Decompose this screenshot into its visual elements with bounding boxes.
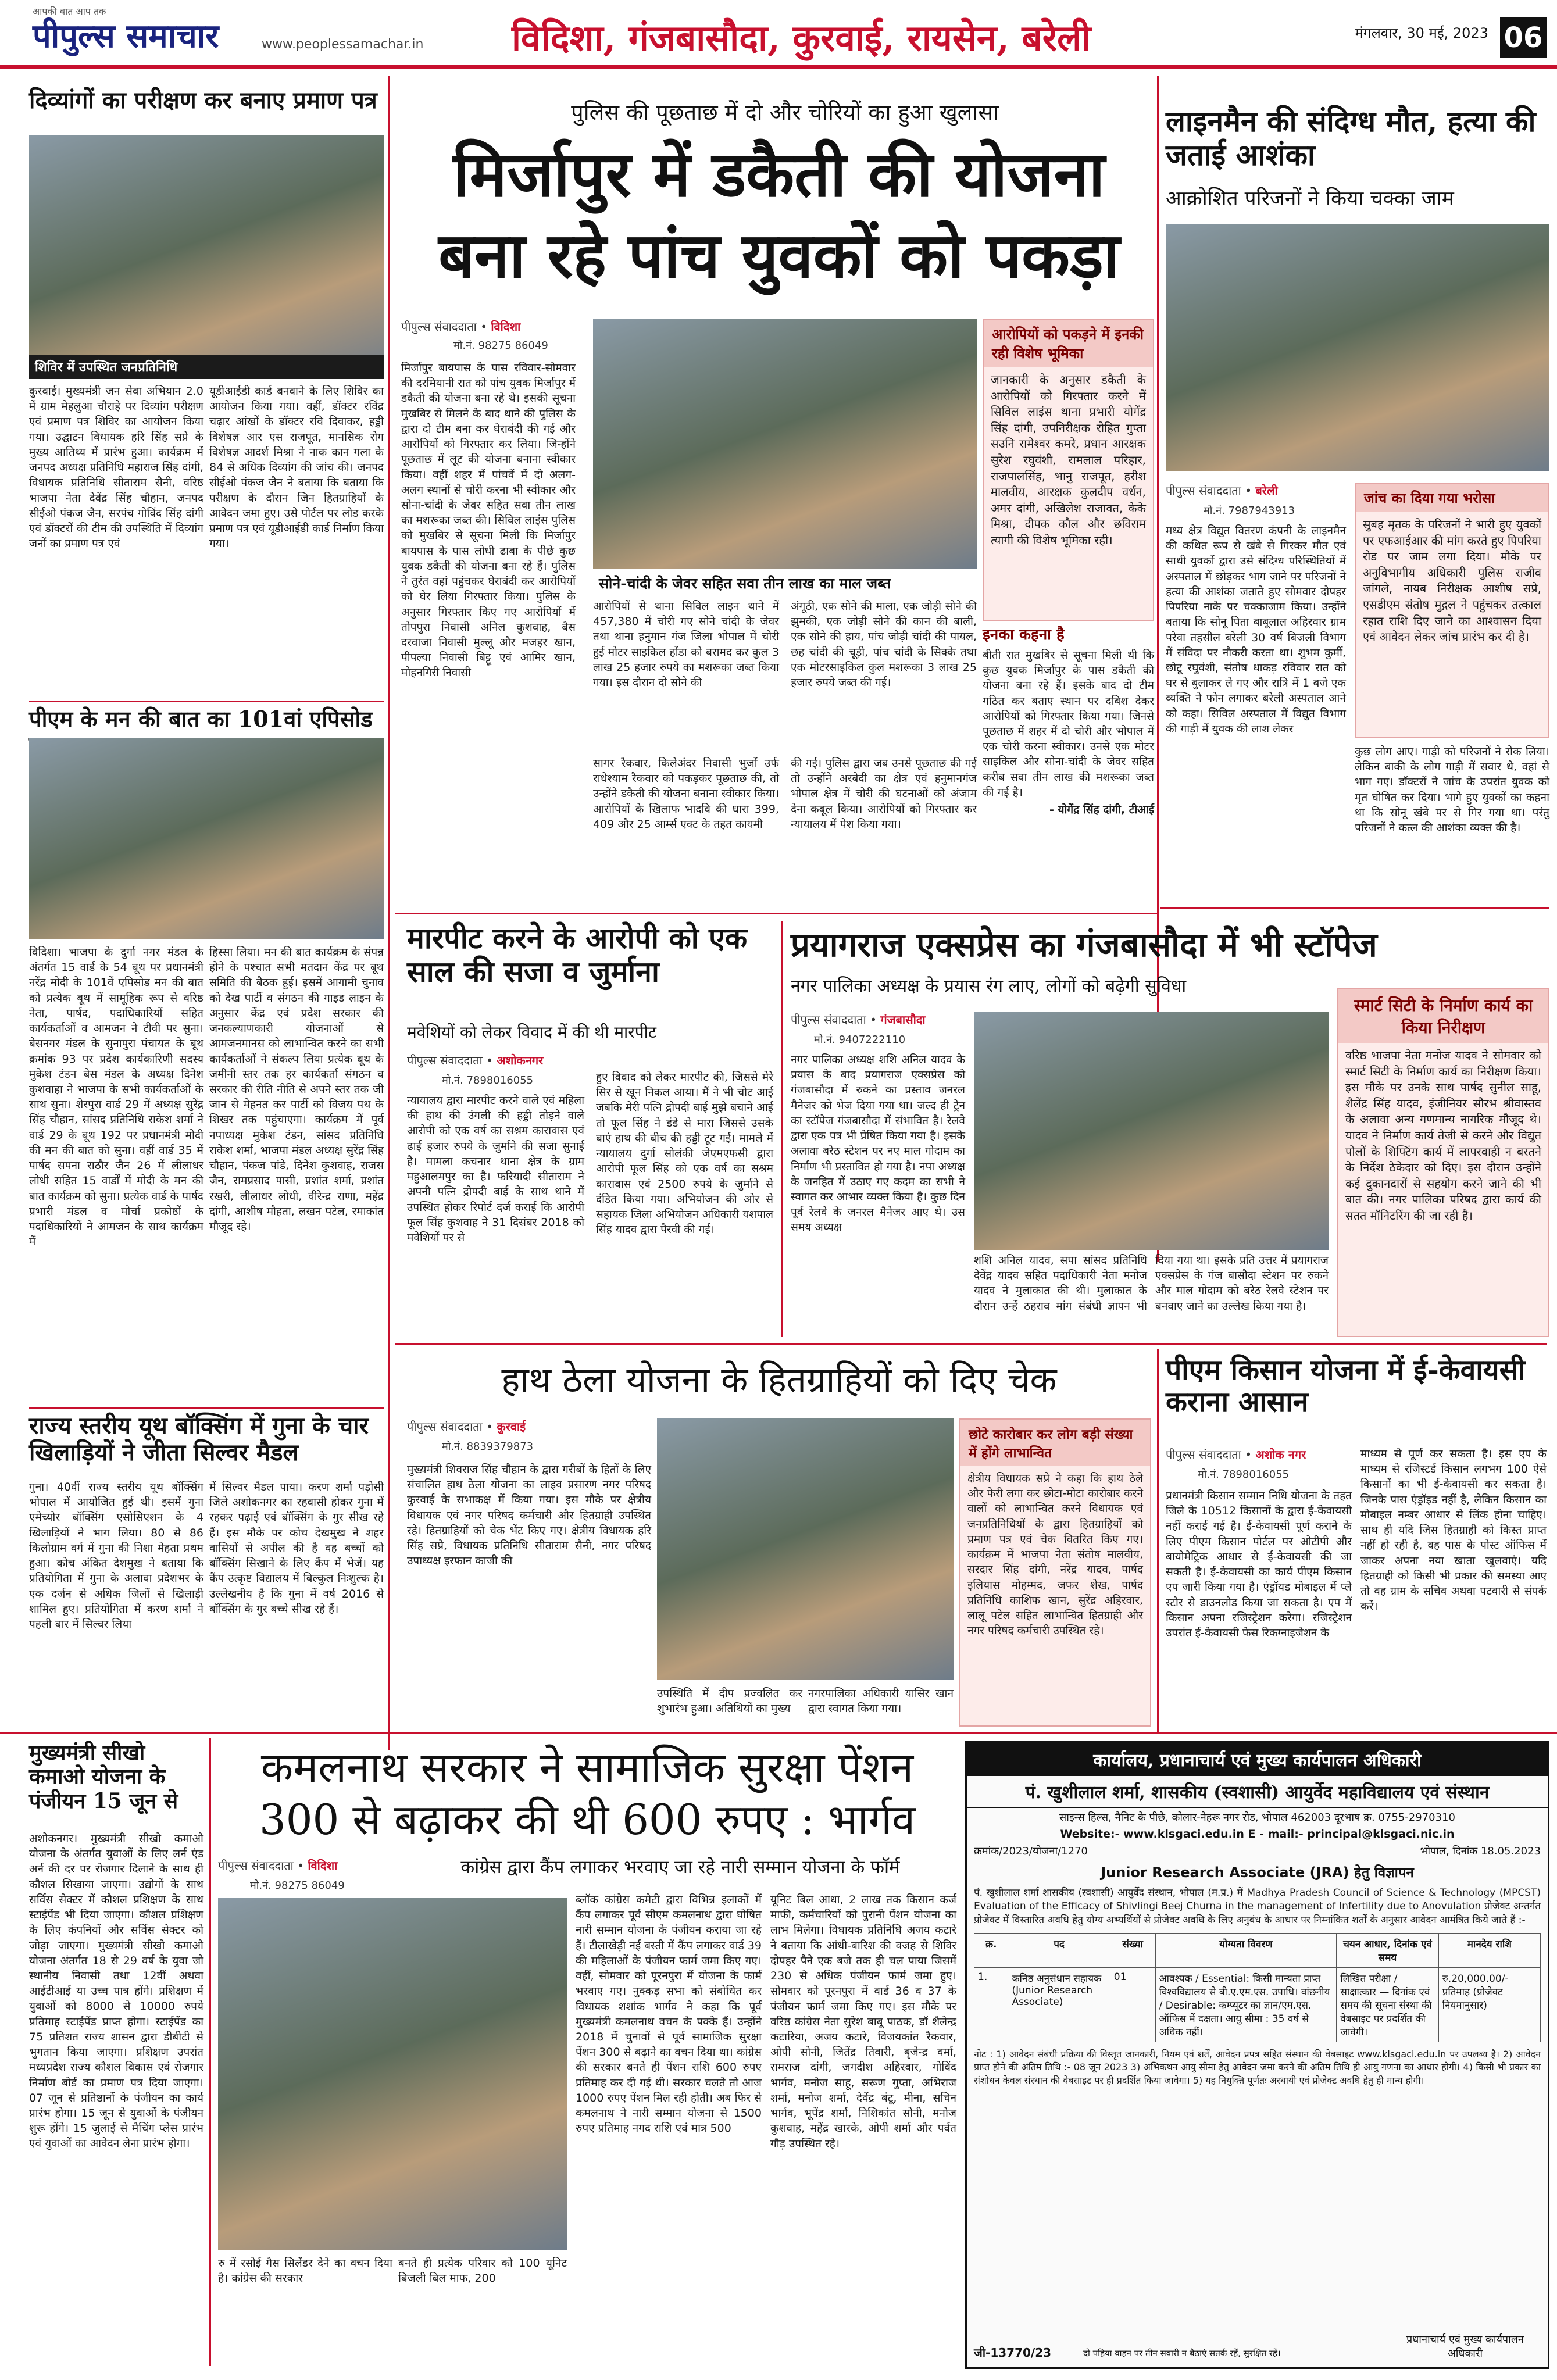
lead-quote-body: बीती रात मुखबिर से सूचना मिली थी कि कुछ युवक मिर्जापुर के पास डकैती की योजना बना रहे हैं। इसके बाद दो टीम गठित कर बताए स्थान पर दबिश देकर आरोपियों को गिरफ्तार किया गया। जिनसे पूछताछ में शहर में दो चोरी और भोपाल में एक चोरी करना स्वीकार। उनसे एक मोटर साइकिल और सोना-चांदी के जेवर सहित करीब सवा तीन लाख की मशरूका जब्त की गई है। [983,648,1154,799]
s2-photo [29,738,384,939]
s11-col3: यूनिट बिल आधा, 2 लाख तक किसान कर्ज माफी, कर्मचारियों को पुरानी पेंशन योजना का लाभ मिलेगा। विधायक प्रतिनिधि अजय कटारे ने बताया कि आंधी-बारिश की वजह से शिविर दोपहर पैने एक बजे तक ही चल पाया जिसमें 230 से अधिक पंजीयन फार्म जमा हुए। सोमवार को पूरनपुरा में वार्ड 36 व 37 के पंजीयन फार्म जमा किए गए। इस मौके पर वरिष्ठ कांग्रेस नेता सुरेश बाबू पाठक, डॉ शैलेन्द्र कटारिया, अजय कटारे, विजयकांत रैकवार, ओपी सोनी, जितेंद्र तिवारी, बृजेन्द्र वर्मा, रामराज दांगी, जगदीश अहिरवार, गोविंद भार्गव, मनोज साहू, सरूण गुप्ता, अभिराज शर्मा, मनोज शर्मा, देवेंद्र बंटू, मीना, सचिन भार्गव, भूपेंद्र शर्मा, निशिकांत सोनी, मनोज कुशवाह, महेंद्र खारके, ओपी शर्मा और पर्वत गौड़ उपस्थित रहे। [770,1893,956,2150]
ad-cell: लिखित परीक्षा / साक्षात्कार — दिनांक एवं समय की सूचना संस्था की वेबसाइट पर प्रदर्शित की जावेगी। [1337,1968,1438,2042]
s8-headline: स्मार्ट सिटी के निर्माण कार्य का किया निरीक्षण [1338,989,1548,1043]
ad-address: साइन्स हिल्स, नैनिट के पीछे, कोलार-नेहरू नगर रोड, भोपाल 462003 दूरभाष क्र. 0755-2970310 [1059,1811,1455,1824]
section-rule [0,1732,1557,1734]
s6-headline: मारपीट करने के आरोपी को एक साल की सजा व जुर्माना [407,921,748,989]
s1-headline: दिव्यांगों का परीक्षण कर बनाए प्रमाण पत्र [29,87,377,114]
s4-body: अशोकनगर। मुख्यमंत्री सीखो कमाओ योजना के अंतर्गत युवाओं के लिए लर्न एंड अर्न की दर पर रोजगार दिलाने के साथ ही कौशल सिखाया जाएगा। उद्योगों के साथ सर्विस सेक्टर में कौशल प्रशिक्षण के साथ स्टाईपेंड भी दिया जाएगा। कौशल प्रशिक्षण के लिए कंपनियों और सर्विस सेक्टर को जोड़ा जाएगा। मुख्यमंत्री सीखो कमाओ योजना अंतर्गत 18 से 29 वर्ष के युवा जो स्थानीय निवासी तथा 12वीं अथवा आईटीआई या उच्च पात्र होंगे। प्रशिक्षण में युवाओं को 8000 से 10000 रुपये प्रतिमाह स्टाईपेंड प्राप्त होगा। स्टाईपेंड का 75 प्रतिशत राज्य शासन द्वारा डीबीटी से भुगतान किया जाएगा। प्रशिक्षण उपरांत मध्यप्रदेश राज्य कौशल विकास एवं रोजगार निर्माण बोर्ड का प्रमाण पत्र दिया जाएगा। 07 जून से प्रतिष्ठानों के पंजीयन का कार्य प्रारंभ होगा। 15 जून से युवाओं के पंजीयन शुरू होंगे। 15 जुलाई से मैचिंग प्लेस प्रारंभ एवं युवाओं का आवेदन लेना प्रारंभ होगा। [29,1832,203,2150]
recruitment-ad [965,1741,1549,2369]
column-rule [388,76,390,1750]
ad-title2: पं. खुशीलाल शर्मा, शासकीय (स्वशासी) आयुर्वेद महाविद्यालय एवं संस्थान [967,1776,1548,1808]
lead-col5: की गई। पुलिस द्वारा जब उनसे पूछताछ की गई तो उन्होंने अरबेदी का क्षेत्र एवं हनुमानगंज भोपाल क्षेत्र में चोरी की घटनाओं को अंजाम देना कबूल किया। आरोपियों को गिरफ्तार कर न्यायालय में पेश किया गया। [791,757,977,831]
s9-col1: मुख्यमंत्री शिवराज सिंह चौहान के द्वारा गरीबों के हितों के लिए संचालित हाथ ठेला योजना का लाइव प्रसारण नगर परिषद कुरवाई के सभाकक्ष में किया गया। इस मौके पर क्षेत्रीय विधायक एवं नगर परिषद कर्मचारी और हितग्राही उपस्थित रहे। हितग्राहियों को चेक भेंट किए गए। क्षेत्रीय विधायक हरि सिंह सप्रे, विधायक प्रतिनिधि सीताराम सैनी, नगर परिषद उपाध्यक्ष इरफान काजी की [407,1463,651,1568]
s8-box [1337,988,1549,1337]
s9-photo [657,1418,954,1680]
s6-col2: हुए विवाद को लेकर मारपीट की, जिससे मेरे सिर से खून निकल आया। मैं ने भी चोट आई जबकि मेरी पत्नि द्रोपदी बाई मुझे बचाने आई तो फूल सिंह ने डंडे से मारा जिससे उसके बाएं हाथ की बीच की हड्डी टूट गई। मामले में न्यायालय दुर्गा सोलंकी जेएमएफसी द्वारा आरोपी फूल सिंह को एक वर्ष का सश्रम कारावास एवं 2500 रुपये के जुर्माने से दंडित किया गया। अभियोजन की ओर से सहायक जिला अभियोजन अधिकारी यशपाल सिंह यादव द्वारा पैरवी की गई। [596,1071,773,1237]
s5-mobile: मो.नं. 7987943913 [1204,505,1295,517]
s6-col1: न्यायालय द्वारा मारपीट करने वाले एवं महिला की हाथ की उंगली की हड्डी तोड़ने वाले आरोपी को एक वर्ष का सश्रम कारावास एवं ढाई हजार रुपये के जुर्माने की सजा सुनाई है। मामला कचनार थाना क्षेत्र के ग्राम महुआलमपुर का है। फरियादी सीताराम ने अपनी पत्नि द्रोपदी बाई के साथ थाने में उपस्थित होकर रिपोर्ट दर्ज कराई कि आरोपी फूल सिंह कुशवाह ने 31 दिसंबर 2018 को मवेशियों पर से [407,1094,584,1244]
lead-byline: पीपुल्स संवाददाता • विदिशा [401,320,521,334]
lead-kicker: पुलिस की पूछताछ में दो और चोरियों का हुआ खुलासा [571,99,999,125]
s11-headline: कमलनाथ सरकार ने सामाजिक सुरक्षा पेंशन 300 से बढ़ाकर की थी 600 रुपए : भार्गव [259,1743,916,1844]
ad-table-header [974,1934,1541,1968]
s10-col2: माध्यम से पूर्ण कर सकता है। इस एप के माध्यम से रजिस्टर्ड किसान लगभग 100 ऐसे किसानों का भी ई-केवायसी कर सकता है। जिनके पास एंड्रॉइड नहीं है, लेकिन किसान का मोबाइल नम्बर आधार से लिंक होना चाहिए। साथ ही यदि जिस हितग्राही को किस्त प्राप्त नहीं हो रही है, वह पास के पोस्ट ऑफिस में जाकर अपना नया खाता खुलवाएं। यदि हितग्राही को किसी भी प्रकार की समस्या आए तो वह ग्राम के सचिव अथवा पटवारी से संपर्क करें। [1360,1448,1547,1613]
lead-col3: अंगूठी, एक सोने की माला, एक जोड़ी सोने की झुमकी, एक जोड़ी सोने की कान की बाली, एक सोने की हाय, पांच जोड़ी चांदी की पायल, छह चांदी की चूड़ी, पांच चांदी के सिक्के तथा एक मोटरसाइकिल कुल मशरूका 3 लाख 25 हजार रुपये जब्त की गई। [791,600,977,689]
s11-place: विदिशा [308,1859,338,1872]
ad-refline [967,1842,1548,1860]
s7-subhead: नगर पालिका अध्यक्ष के प्रयास रंग लाए, लोगों को बढ़ेगी सुविधा [791,976,1187,996]
section-rule [29,1407,384,1409]
ad-date: भोपाल, दिनांक 18.05.2023 [1420,1845,1541,1857]
s3-col1: गुना। 40वीं राज्य स्तरीय यूथ बॉक्सिंग भोपाल में आयोजित हुई थी। इसमें गुना एमेच्योर बॉक्सिंग एसोसिएशन के 4 खिलाड़ियों ने भाग लिया। 80 से 86 किलोग्राम वर्ग में गुना की निशा मेहता प्रथम हुआ। कोच अंकित देशमुख ने बताया कि प्रतियोगिता में गुना के अलावा प्रदेशभर के एक दर्जन से अधिक जिलों से खिलाड़ी शामिल हुए। प्रतियोगिता में करण शर्मा ने पहली बार में सिल्वर लिया [29,1481,203,1631]
s7-headline: प्रयागराज एक्सप्रेस का गंजबासौदा में भी स्टॉपेज [791,925,1377,964]
ad-heading: Junior Research Associate (JRA) हेतु विज्ञापन [1101,1864,1414,1881]
issue-date: मंगलवार, 30 मई, 2023 [1355,25,1488,41]
s9-byline: पीपुल्स संवाददाता • कुरवाई [407,1420,526,1434]
s9-bureau: पीपुल्स संवाददाता [407,1420,483,1434]
ad-table-wrap [967,1929,1548,2046]
s7-col1: नगर पालिका अध्यक्ष शशि अनिल यादव के प्रयास के बाद प्रयागराज एक्सप्रेस को गंजबासौदा में रुकने का प्रस्ताव जनरल मैनेजर को भेज दिया गया था। जल्द ही ट्रेन का स्टॉपेज गंजबासौदा में संभावित है। रेलवे द्वारा एक पत्र भी प्रेषित किया गया है। इसके अलावा बरेठ स्टेशन पर नए माल गोदाम का निर्माण भी प्रस्तावित हो गया है। नपा अध्यक्ष के जनहित में उठाए गए कदम का सभी ने स्वागत कर आभार व्यक्त किया है। कुछ दिन पूर्व रेलवे के जनरल मैनेजर आए थे। उस समय अध्यक्ष [791,1053,965,1234]
lead-photo [593,319,977,569]
s6-bureau: पीपुल्स संवाददाता [407,1053,483,1067]
s11-bureau: पीपुल्स संवाददाता [218,1859,294,1872]
lead-col1: मिर्जापुर बायपास के पास रविवार-सोमवार की दरमियानी रात को पांच युवक मिर्जापुर में डकैती की योजना बना रहे थे। इसकी सूचना मुखबिर से मिलने के बाद थाने की पुलिस के द्वारा दो टीम बना कर घेराबंदी की गई और आरोपियों को गिरफ्तार कर लिया। जिन्होंने पूछताछ में लूट की योजना बनाना स्वीकार किया। वहीं शहर में पांचवें में दो अलग-अलग स्थानों से चोरी करना भी स्वीकार और सोना-चांदी के जेवर सहित सवा तीन लाख का मशरूका जब्त की। सिविल लाइंस पुलिस को मुखबिर से सूचना मिली कि मिर्जापुर बायपास के पास लोधी ढाबा के पीछे कुछ युवक डकैती की योजना बना रहे हैं। पुलिस ने तुरंत वहां पहुंचकर घेराबंदी कर आरोपियों को घेर लिया गिरफ्तार किया। पुलिस के अनुसार गिरफ्तार किए गए आरोपियों में तोपपुरा निवासी अनिल कुशवाह, बैस दरवाजा निवासी मुल्लू और मजहर खान, पीपल्या निवासी बिट्टू एवं आमिर खान, मोहनगिरी निवासी [401,362,576,680]
s9-box [959,1418,1151,1727]
s3-col2: में सिल्वर मैडल पाया। करण शर्मा पड़ोसी जिले अशोकनगर का रहवासी होकर गुना में रहकर पढ़ाई एवं बॉक्सिंग के गुर सीख रहे हैं। इस मौके पर कोच देखमुख ने शहर वासियों से अपील की है वह बच्चों को बॉक्सिंग सिखाने के लिए कैंप में भेजें। यह कैंप उत्कृष्ट विद्यालय में बिल्कुल निःशुल्क है। उल्लेखनीय है कि गुना में वर्ष 2016 से बॉक्सिंग के गुर बच्चे सीख रहे हैं। [209,1481,384,1616]
s10-col1: प्रधानमंत्री किसान सम्मान निधि योजना के तहत जिले के 10512 किसानों के द्वारा ई-केवायसी नहीं कराई गई है। ई-केवायसी पूर्ण कराने के लिए पीएम किसान पोर्टल पर ओटीपी और बायोमेट्रिक आधार से ई-केवायसी की जा सकती है। ई-केवायसी का कार्य पीएम किसान एप जारी किया गया है। एंड्रॉयड मोबाइल में प्ले स्टोर से डाउनलोड किया जा सकता है। एप में किसान अपना रजिस्ट्रेशन करेगा। रजिस्ट्रेशन उपरांत ई-केवायसी फेस रिकग्नाइजेशन के [1166,1489,1352,1639]
lead-photo-caption: सोने-चांदी के जेवर सहित सवा तीन लाख का माल जब्त [593,570,977,595]
page-number: 06 [1500,17,1547,58]
s9-photo-caption: उपस्थिति में दीप प्रज्वलित कर शुभारंभ हुआ। अतिथियों का मुख्य [657,1687,802,1716]
ad-cell: 1. [974,1968,1008,2042]
s11-subhead: कांग्रेस द्वारा कैंप लगाकर भरवाए जा रहे नारी सम्मान योजना के फॉर्म [460,1857,900,1878]
ad-cell: 01 [1110,1968,1155,2042]
s10-place: अशोक नगर [1255,1448,1306,1461]
column-rule [209,1738,211,2366]
s1-photo [29,135,384,379]
column-rule [781,921,783,1337]
ad-cell: आवश्यक / Essential: किसी मान्यता प्राप्त विश्वविद्यालय से बी.ए.एम.एस. उपाधि। वांछनीय / Desirable: कम्प्यूटर का ज्ञान/एम.एस. ऑफिस में दक्षता। आयु सीमा : 35 वर्ष से अधिक नहीं। [1155,1968,1337,2042]
s1-photo-caption: शिविर में उपस्थित जनप्रतिनिधि [29,355,384,379]
ad-col: संख्या [1110,1934,1155,1968]
ad-ref: क्रमांक/2023/योजना/1270 [974,1845,1088,1857]
s9-box-body: क्षेत्रीय विधायक सप्रे ने कहा कि हाथ ठेले और फेरी लगा कर छोटा-मोटा कारोबार करने वालों को लाभान्वित करने विधायक एवं जनप्रतिनिधियों के द्वारा हितग्राहियों को प्रमाण पत्र एवं चेक वितरित किए गए। कार्यक्रम में भाजपा नेता संतोष मालवीय, सरदार सिंह दांगी, नरेंद्र यादव, पार्षद इलियास मोहम्मद, जफर शेख, पार्षद प्रतिनिधि काशिफ खान, सुरेंद्र अहिरवार, लालू पटेल सहित लाभान्वित हितग्राही और नगर परिषद कर्मचारी उपस्थित रहे। [967,1472,1143,1638]
lead-headline: मिर्जापुर में डकैती की योजना बना रहे पांच युवकों को पकड़ा [438,138,1120,293]
lead-bureau: पीपुल्स संवाददाता [401,320,477,334]
ad-web[interactable]: Website:- www.klsgaci.edu.in E - mail:- principal@klsgaci.nic.in [1060,1828,1455,1841]
ad-title1: कार्यालय, प्रधानाचार्य एवं मुख्य कार्यपालन अधिकारी [967,1743,1548,1776]
ad-cell: कनिष्ठ अनुसंधान सहायक (Junior Research Associate) [1008,1968,1110,2042]
s11-photo-caption: रु में रसोई गैस सिलेंडर देने का वचन दिया है। कांग्रेस की सरकार [218,2257,392,2285]
ad-footer-note: दो पहिया वाहन पर तीन सवारी न बैठाएं सतर्क रहें, सुरक्षित रहें। [1083,2348,1281,2358]
s3-headline: राज्य स्तरीय यूथ बॉक्सिंग में गुना के चार खिलाड़ियों ने जीता सिल्वर मैडल [29,1412,369,1466]
s7-bureau: पीपुल्स संवाददाता [791,1013,866,1027]
section-rule [395,1343,1547,1345]
s5-byline: पीपुल्स संवाददाता • बरेली [1166,484,1278,498]
lead-role-box-title: आरोपियों को पकड़ने में इनकी रही विशेष भूमिका [984,320,1153,367]
s9-box-title: छोटे कारोबार कर लोग बड़ी संख्या में होंगे लाभान्वित [960,1420,1150,1466]
ad-notes: नोट : 1) आवेदन संबंधी प्रक्रिया की विस्तृत जानकारी, नियम एवं शर्तें, आवेदन प्रपत्र सहित संस्थान की वेबसाइट www.klsgaci.edu.in पर उपलब्ध है। 2) आवेदन प्राप्त होने की अंतिम तिथि :- 08 जून 2023 3) अभिकथन आयु सीमा हेतु आवेदन जमा करने की अंतिम तिथि ही आयु गणना का आधार होगी। 4) किसी भी प्रकार का संशोधन केवल संस्थान की वेबसाइट पर ही प्रदर्शित किया जावेगा। 5) यह नियुक्ति पूर्णतः अस्थायी एवं प्रोजेक्ट अवधि हेतु ही मान्य होगी। [974,2049,1541,2086]
s5-photo [1166,224,1549,471]
site-url[interactable]: www.peoplessamachar.in [262,37,424,52]
lead-place: विदिशा [491,320,521,334]
s1-col1: कुरवाई। मुख्यमंत्री जन सेवा अभियान 2.0 में ग्राम मेहलुआ चौराहे पर दिव्यांग परीक्षण एवं प्रमाण पत्र शिविर का आयोजन किया गया। उद्घाटन विधायक हरि सिंह सप्रे के मुख्य आतिथ्य में प्रारंभ हुआ। कार्यक्रम में जनपद अध्यक्ष प्रतिनिधि महाराज सिंह दांगी, विधायक प्रतिनिधि सीताराम सैनी, वरिष्ठ भाजपा नेता देवेंद्र सिंह चौहान, जनपद सीईओ पंकज जैन, सरपंच गोविंद सिंह दांगी एवं डॉक्टरों की टीम की उपस्थिति में दिव्यांग जनों का प्रमाण पत्र एवं [29,385,203,551]
lead-col2: आरोपियों से थाना सिविल लाइन थाने में 457,380 में चोरी गए सोने चांदी के जेवर तथा थाना हनुमान गंज जिला भोपाल में चोरी हुई मोटर साइकिल होंडा को बरामद कर कुल 3 लाख 25 हजार रुपये का मशरूका जब्त किया गया। इस दौरान दो सोने की [593,600,779,689]
brand-tagline: आपकी बात आप तक [33,6,106,17]
region-title: विदिशा, गंजबासौदा, कुरवाई, रायसेन, बरेली [512,17,1091,59]
s9-headline: हाथ ठेला योजना के हितग्राहियों को दिए चेक [501,1360,1057,1400]
s11-byline: पीपुल्स संवाददाता • विदिशा [218,1859,338,1872]
s10-mobile: मो.नं. 7898016055 [1198,1468,1290,1481]
s10-headline: पीएम किसान योजना में ई-केवायसी कराना आसान [1166,1354,1526,1419]
s9-col2: नगरपालिका अधिकारी यासिर खान द्वारा स्वागत किया गया। [808,1687,954,1716]
s5-col1: मध्य क्षेत्र विद्युत वितरण कंपनी के लाइनमैन की कथित रूप से खंबे से गिरकर मौत एवं साथी युवकों द्वारा उसे संदिग्ध परिस्थितियों में अस्पताल में छोड़कर भाग जाने पर परिजनों ने हत्या की आशंका जताते हुए सोमवार दोपहर पिपरिया नाके पर चक्काजाम किया। उन्होंने बताया कि सोनू पिता बाबूलाल अहिरवार ग्राम परेवा तहसील बरेली 30 वर्ष बिजली विभाग में संविदा पर नौकरी करता था। शुभम कुर्मी, छोटू रघुवंशी, संतोष धाकड़ रविवार रात को घर से बुलाकर ले गए और रात्रि में 1 बजे एक व्यक्ति ने फोन लगाकर बरेली अस्पताल आने को कहा। सिविल अस्पताल में विद्युत विभाग की गाड़ी में युवक की लाश लेकर [1166,524,1346,735]
ad-col: चयन आधार, दिनांक एवं समय [1337,1934,1438,1968]
s6-mobile: मो.नं. 7898016055 [442,1074,534,1087]
section-rule [29,701,384,702]
s6-byline: पीपुल्स संवाददाता • अशोकनगर [407,1053,544,1067]
s5-box [1355,483,1549,738]
s10-bureau: पीपुल्स संवाददाता [1166,1448,1241,1461]
lead-quote-title: इनका कहना है [983,626,1065,644]
s7-byline: पीपुल्स संवाददाता • गंजबासौदा [791,1013,926,1027]
s5-subhead: आक्रोशित परिजनों ने किया चक्का जाम [1166,187,1454,210]
s7-caption: शशि अनिल यादव, सपा सांसद प्रतिनिधि देवेंद्र यादव सहित पदाधिकारी नेता मनोज यादव ने मुलाकात की थी। मुलाकात के दौरान उन्हें ठहराव मांग संबंधी ज्ञापन भी दिया गया था। इसके प्रति उत्तर में प्रयागराज एक्सप्रेस के गंज बासौदा स्टेशन पर रुकने और माल गोदाम को बरेठ रेलवे स्टेशन पर बनवाए जाने का उल्लेख किया गया है। [974,1254,1329,1313]
s5-box-title: जांच का दिया गया भरोसा [1356,484,1548,512]
lead-quote [983,627,1154,909]
ad-footer-ref: जी-13770/23 [974,2346,1052,2360]
column-rule [1157,1349,1159,1732]
ad-col: मानदेय राशि [1438,1934,1540,1968]
lead-col4: सागर रैकवार, किलेअंदर निवासी भुजों उर्फ राधेश्याम रैकवार को पकड़कर पूछताछ की, तो उन्होंने डकैती की योजना बनाना स्वीकार किया। आरोपियों के खिलाफ भादवि की धारा 399, 409 और 25 आर्म्स एक्ट के तहत कायमी [593,757,779,831]
s11-mobile: मो.नं. 98275 86049 [250,1879,345,1892]
ad-signature: प्रधानाचार्य एवं मुख्य कार्यपालन अधिकारी [1406,2333,1524,2360]
s8-body: वरिष्ठ भाजपा नेता मनोज यादव ने सोमवार को स्मार्ट सिटी के निर्माण कार्य का निरीक्षण किया। इस मौके पर उनके साथ पार्षद सुनील साहू, शैलेंद्र सिंह यादव, इंजीनियर सौरभ श्रीवास्तव के अलावा अन्य गणमान्य नागरिक मौजूद थे। यादव ने निर्माण कार्य तेजी से करने और विद्युत पोलों के शिफ्टिंग कार्य में लापरवाही न बरतने के निर्देश ठेकेदार को दिए। इस दौरान उन्होंने कई दुकानदारों से सहयोग करने जाने की भी बात की। नगर पालिका परिषद द्वारा कार्य की सतत मॉनिटरिंग की जा रही है। [1345,1048,1541,1223]
s4-headline: मुख्यमंत्री सीखो कमाओ योजना के पंजीयन 15 जून से [29,1741,178,1813]
ad-col: योग्यता विवरण [1155,1934,1337,1968]
s9-mobile: मो.नं. 8839379873 [442,1441,534,1453]
ad-table-row [974,1968,1541,2042]
ad-cell: रु.20,000.00/- प्रतिमाह (प्रोजेक्ट नियमानुसार) [1438,1968,1540,2042]
s2-headline: पीएम के मन की बात का 101वां एपिसोड [29,706,373,732]
s1-col2: यूडीआईडी कार्ड बनवाने के लिए शिविर का आयोजन किया गया। वहीं, डॉक्टर रविंद्र चढ़ार आंखों के डॉक्टर रवि दिवाकर, हड्डी विशेषज्ञ आर एस राजपूत, मानसिक रोग विशेषज्ञ आदर्श मिश्रा ने नाक कान गला के 84 से अधिक दिव्यांग की जांच की। जनपद सीईओ पंकज जैन ने बताया कि बताया कि परीक्षण के दौरान जिन हितग्राहियों के आवेदन जमा हुए। उसे पोर्टल पर लोड करके प्रमाण पत्र एवं यूडीआईडी कार्ड निर्माण किया गया। [209,385,384,551]
s5-place: बरेली [1255,484,1278,498]
s2-col2: हिस्सा लिया। मन की बात कार्यक्रम के संपन्न होने के पश्चात सभी मतदान केंद्र पर बूथ समिति की बैठक हुई। इसमें आगामी चुनाव को देख पार्टी व संगठन की गाइड लाइन के अनुसार केंद्र एवं प्रदेश सरकार की जनकल्याणकारी योजनाओं से आमजनमानस को लाभान्वित करने का सभी कार्यकर्ताओं ने संकल्प लिया प्रत्येक बूथ के जमीनी स्तर तक हर कार्यकर्ता संगठन व सरकार की रीति नीति से अपने स्तर तक जी जान से मेहनत कर पार्टी को विजय पथ के शिखर तक पहुंचाएगा। कार्यक्रम में पूर्व नपाध्यक्ष मुकेश टंडन, सांसद प्रतिनिधि राकेश शर्मा, भाजपा मंडल अध्यक्ष सुरेंद्र सिंह चौहान, पंकज पांडे, दिनेश कुशवाह, राजस जैन, रामप्रसाद पासी, प्रशांत शर्मा, प्रशांत रखरी, लीलाधर लोधी, वीरेन्द्र राणा, महेंद्र दांगी, आशीष मौहता, लखन पटेल, रमाकांत मौजूद रहे। [209,946,384,1233]
s7-place: गंजबासौदा [880,1013,926,1027]
lead-mobile: मो.नं. 98275 86049 [453,340,548,352]
ad-col: पद [1008,1934,1110,1968]
s5-headline: लाइनमैन की संदिग्ध मौत, हत्या की जताई आशंका [1166,104,1536,172]
ad-intro: पं. खुशीलाल शर्मा शासकीय (स्वशासी) आयुर्वेद संस्थान, भोपाल (म.प्र.) में Madhya Pradesh Council of Science & Technology (MPCST) Evaluation of the Efficacy of Shivlingi Beej Churna in the management of Infertility due to Anovulation प्रोजेक्ट अन्तर्गत प्रोजेक्ट में विस्तारित अवधि हेतु योग्य अभ्यर्थियों से प्रोजेक्ट अवधि के लिए अनुबंध के आधार पर निम्नांकित शर्तों के अनुसार आवेदन आमंत्रित किये जाते हैं :- [974,1887,1541,1926]
s2-col1: विदिशा। भाजपा के दुर्गा नगर मंडल के अंतर्गत 15 वार्ड के 54 बूथ पर प्रधानमंत्री नरेंद्र मोदी के 101वें एपिसोड मन की बात को प्रत्येक बूथ में सामूहिक रूप से वरिष्ठ नेता, पार्षद, पदाधिकारियों सहित कार्यकर्ताओं व आमजन ने टीवी पर सुना। बेसनगर मंडल के सुनापुरा पंचायत के बूथ क्रमांक 93 पर प्रदेश कार्यकारिणी सदस्य मुकेश टंडन बेस मंडल के अध्यक्ष दिनेश कुशवाहा ने भाजपा के सभी कार्यकर्ताओं के साथ सुना। शेरपुरा वार्ड 29 में अध्यक्ष सुरेंद्र सिंह चौहान, सांसद प्रतिनिधि राकेश शर्मा ने वार्ड 29 के बूथ 192 पर प्रधानमंत्री मोदी की मन की बात को सुना। वहीं वार्ड 35 में पार्षद सपना राठौर जैन 26 में लीलाधर लोधी सहित 15 वार्डों में मोदी के मन की बात कार्यक्रम को सुना। प्रत्येक वार्ड के पार्षद प्रभारी मंडल व मोर्चा प्रकोष्ठों के पदाधिकारियों ने आमजन के साथ कार्यक्रम में [29,946,203,1249]
s10-byline: पीपुल्स संवाददाता • अशोक नगर [1166,1448,1306,1461]
s11-photo [218,1898,567,2250]
brand-logo[interactable] [33,6,265,55]
lead-role-box-body: जानकारी के अनुसार डकैती के आरोपियों को गिरफ्तार करने में सिविल लाइंस थाना प्रभारी योगेंद्र सिंह दांगी, उपनिरीक्षक रोहित गुप्ता सउनि रामेश्वर कमरे, प्रधान आरक्षक सुरेश रघुवंशी, रामलाल परिहार, राजपालसिंह, भानु राजपूत, हरीश मालवीय, आरक्षक कुलदीप वर्धन, अमर दांगी, अखिलेश राजावत, केके मिश्रा, दीपक कौल और छविराम त्यागी की विशेष भूमिका रही। [991,373,1146,547]
s7-mobile: मो.नं. 9407222110 [814,1034,906,1046]
ad-table [974,1933,1541,2042]
section-rule [395,913,1157,914]
s6-subhead: मवेशियों को लेकर विवाद में की थी मारपीट [407,1023,656,1042]
s9-place: कुरवाई [497,1420,526,1434]
s5-box-body: सुबह मृतक के परिजनों ने भारी हुए युवकों पर एफआईआर की मांग करते हुए पिपरिया रोड पर जाम लगा दिया। मौके पर अनुविभागीय अधिकारी पुलिस राजीव जांगले, नायब निरीक्षक आशीष सप्रे, एसडीएम संतोष मुद्गल ने पहुंचकर तत्काल रहात राशि दिए जाने का आश्वासन दिया एवं आवेदन लेकर जांच प्रारंभ कर दी है। [1363,517,1541,644]
section-rule [1160,907,1549,909]
lead-role-box [983,319,1154,621]
brand-name: पीपुल्स समाचार [33,17,219,55]
ad-col: क्र. [974,1934,1008,1968]
s5-col2: कुछ लोग आए। गाड़ी को परिजनों ने रोक लिया। लेकिन बाकी के लोग गाड़ी में सवार थे, वहां से भाग गए। डॉक्टरों ने जांच के उपरांत युवक को मृत घोषित कर दिया। भागे हुए युवकों का कहना था कि सोनू खंबे पर से गिर गया था। परंतु परिजनों ने कत्ल की आशंका व्यक्त की है। [1355,745,1549,835]
s11-col2: बनते ही प्रत्येक परिवार को 100 यूनिट बिजली बिल माफ, 200 [398,2257,567,2285]
s6-place: अशोकनगर [497,1053,544,1067]
s11-col1: ब्लॉक कांग्रेस कमेटी द्वारा विभिन्न इलाकों में कैंप लगाकर पूर्व सीएम कमलनाथ द्वारा घोषित नारी सम्मान योजना के पंजीयन कराया जा रहे हैं। टीलाखेड़ी नई बस्ती में कैंप लगाकर वार्ड 39 की महिलाओं के पंजीयन फार्म जमा किए गए। वहीं, सोमवार को पूरनपुरा में योजना के फार्म भरवाए गए। नुक्कड़ सभा को संबोधित कर विधायक शशांक भार्गव ने कहा कि पूर्व मुख्यमंत्री कमलनाथ वचन के पक्के हैं। उन्होंने 2018 में चुनावों से पूर्व सामाजिक सुरक्षा पेंशन 300 से बढ़ाने का वचन दिया था। कांग्रेस की सरकार बनते ही पेंशन राशि 600 रुपए प्रतिमाह कर दी गई थी। सरकार चलते तो आज 1000 रुपए पेंशन मिल रही होती। अब फिर से कमलनाथ ने नारी सम्मान योजना से 1500 रुपए प्रतिमाह नगद राशि एवं मात्र 500 [576,1893,762,2135]
lead-quote-sign: - योगेंद्र सिंह दांगी, टीआई [1049,803,1154,817]
s7-photo [974,1012,1329,1250]
s5-bureau: पीपुल्स संवाददाता [1166,484,1241,498]
